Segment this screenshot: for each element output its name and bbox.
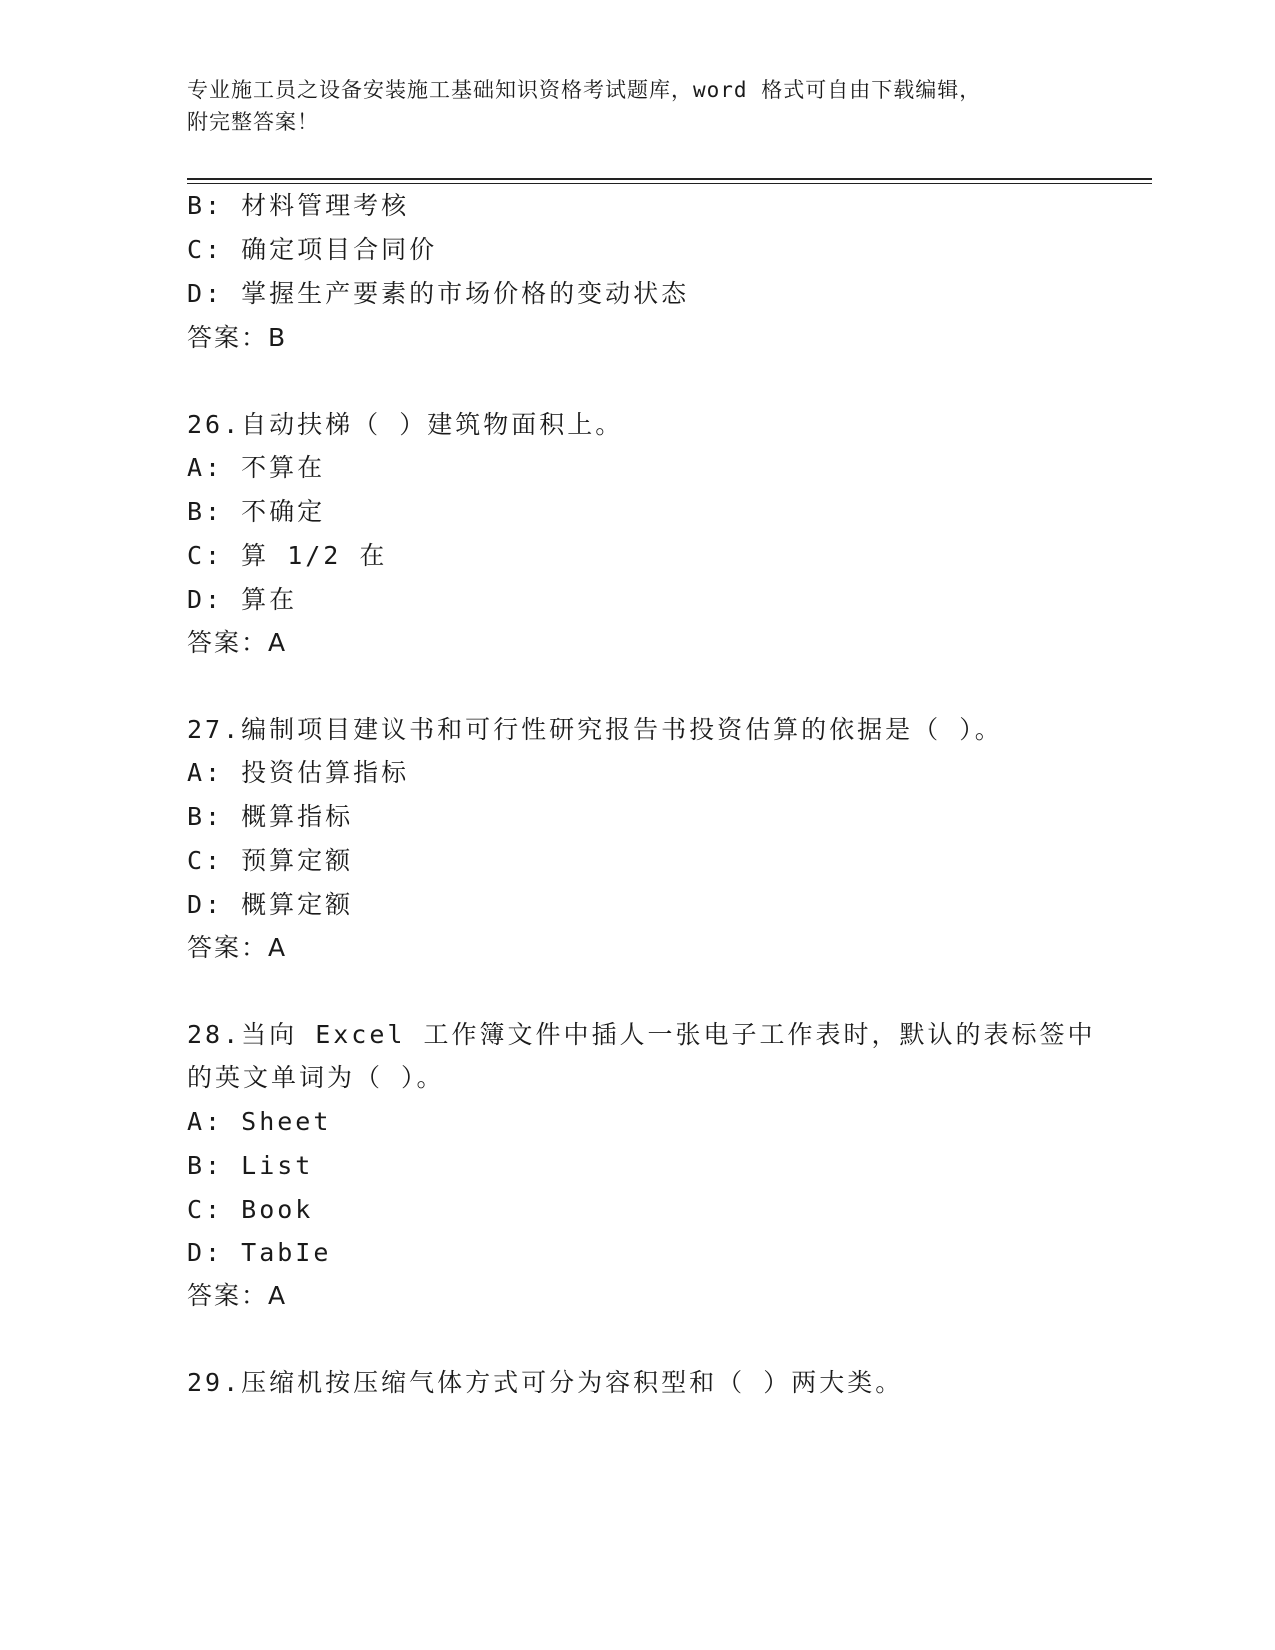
q26-answer: 答案：A (187, 628, 288, 657)
q27-option-d: D: 概算定额 (187, 890, 354, 919)
q27-option-b: B: 概算指标 (187, 802, 354, 831)
q26-question: 26.自动扶梯（ ）建筑物面积上。 (187, 410, 624, 439)
q25-option-d: D: 掌握生产要素的市场价格的变动状态 (187, 279, 690, 308)
q25-option-b: B: 材料管理考核 (187, 191, 410, 220)
q25-option-c: C: 确定项目合同价 (187, 235, 438, 264)
q25-answer: 答案：B (187, 323, 288, 352)
header-line-2: 附完整答案！ (187, 110, 319, 134)
q28-option-b: B: List (187, 1151, 314, 1180)
q27-question: 27.编制项目建议书和可行性研究报告书投资估算的依据是（ ）。 (187, 715, 1003, 744)
document-header (187, 74, 1087, 138)
q28-question-line-2: 的英文单词为（ ）。 (187, 1063, 445, 1092)
q28-option-d: D: TabIe (187, 1238, 332, 1267)
header-rule-thick (187, 178, 1152, 180)
header-rule-thin (187, 183, 1152, 184)
q28-question-line-1: 28.当向 Excel 工作簿文件中插人一张电子工作表时，默认的表标签中 (187, 1020, 1096, 1049)
header-line-1: 专业施工员之设备安装施工基础知识资格考试题库，word 格式可自由下载编辑， (187, 78, 982, 102)
q27-option-a: A: 投资估算指标 (187, 758, 410, 787)
q28-option-c: C: Book (187, 1195, 314, 1224)
q26-option-d: D: 算在 (187, 585, 298, 614)
q29-question: 29.压缩机按压缩气体方式可分为容积型和（ ）两大类。 (187, 1368, 904, 1397)
q26-option-c: C: 算 1/2 在 (187, 541, 388, 570)
q26-option-b: B: 不确定 (187, 497, 326, 526)
q28-answer: 答案：A (187, 1281, 288, 1310)
q26-option-a: A: 不算在 (187, 453, 326, 482)
q27-option-c: C: 预算定额 (187, 846, 354, 875)
q28-option-a: A: Sheet (187, 1107, 332, 1136)
q27-answer: 答案：A (187, 933, 288, 962)
